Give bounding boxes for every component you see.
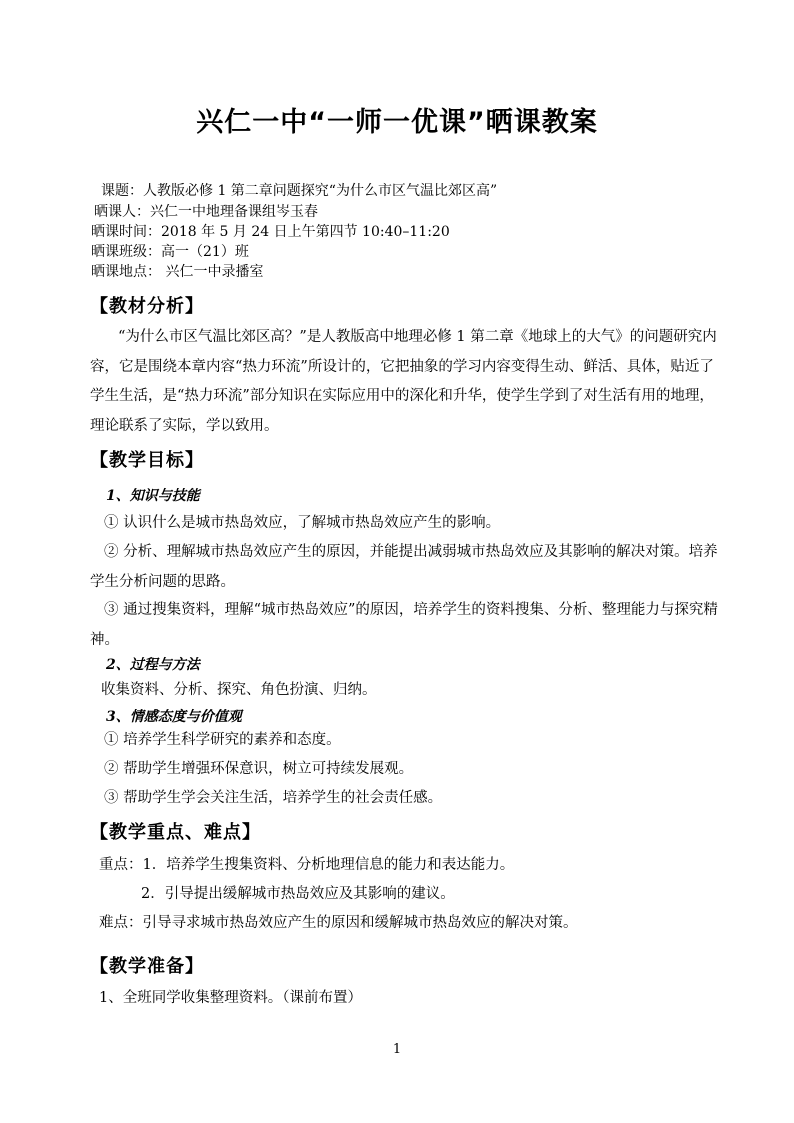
preparation-item-1: 1、全班同学收集整理资料。（课前布置） — [99, 990, 362, 1006]
value-item-1: ① 培养学生科学研究的素养和态度。 — [104, 732, 341, 748]
subheading-knowledge-skills: 1、知识与技能 — [106, 488, 200, 504]
section-heading-preparation: 【教学准备】 — [90, 956, 204, 977]
document-title: 兴仁一中“一师一优课”晒课教案 — [196, 107, 598, 138]
value-item-3: ③ 帮助学生学会关注生活，培养学生的社会责任感。 — [104, 790, 443, 806]
keypoint-1: 重点：1．培养学生搜集资料、分析地理信息的能力和表达能力。 — [99, 857, 515, 873]
info-class: 晒课班级：高一（21）班 — [91, 244, 249, 260]
info-location: 晒课地点： 兴仁一中录播室 — [91, 264, 264, 280]
subheading-attitude-values: 3、情感态度与价值观 — [106, 709, 242, 725]
analysis-paragraph: “为什么市区气温比郊区高？”是人教版高中地理必修 1 第二章《地球上的大气》的问题研究内容，它是围绕本章内容“热力环流”所设计的，它把抽象的学习内容变得生动、鲜活、具体，贴近了学生生活，是“热力环流”部分知识在实际应用中的深化和升华，使学生学到了对生活有用的地理，理论联系了实际，学以致用。 — [90, 329, 717, 434]
subheading-process-methods: 2、过程与方法 — [106, 657, 200, 673]
goal-item-1: ① 认识什么是城市热岛效应，了解城市热岛效应产生的影响。 — [104, 515, 501, 531]
info-topic: 课题：人教版必修 1 第二章问题探究“为什么市区气温比郊区高” — [101, 183, 498, 199]
keypoint-2: 2．引导提出缓解城市热岛效应及其影响的建议。 — [141, 886, 455, 902]
section-heading-goals: 【教学目标】 — [90, 450, 204, 471]
info-teacher: 晒课人：兴仁一中地理备课组岑玉春 — [94, 204, 318, 220]
section-heading-analysis: 【教材分析】 — [90, 296, 204, 317]
goal-item-2: ② 分析、理解城市热岛效应产生的原因，并能提出减弱城市热岛效应及其影响的解决对策。培养学生分析问题的思路。 — [90, 544, 718, 590]
page-number: 1 — [392, 1042, 402, 1057]
process-text: 收集资料、分析、探究、角色扮演、归纳。 — [101, 682, 377, 698]
section-heading-keypoints: 【教学重点、难点】 — [90, 822, 261, 843]
goal-item-3: ③ 通过搜集资料，理解“城市热岛效应”的原因，培养学生的资料搜集、分析、整理能力与探究精神。 — [90, 602, 718, 648]
info-time: 晒课时间：2018 年 5 月 24 日上午第四节 10:40–11:20 — [91, 224, 450, 240]
difficulty-1: 难点：引导寻求城市热岛效应产生的原因和缓解城市热岛效应的解决对策。 — [99, 915, 578, 931]
value-item-2: ② 帮助学生增强环保意识，树立可持续发展观。 — [104, 761, 414, 777]
